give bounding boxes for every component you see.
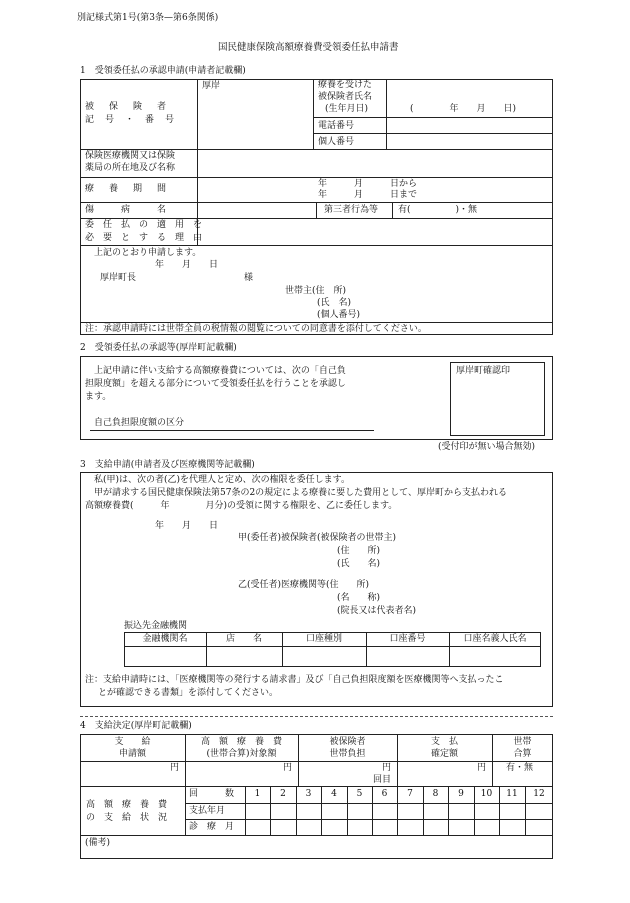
section-2-heading: 2 受領委任払の承認等(厚岸町記載欄) bbox=[80, 343, 237, 353]
count-number: 8 bbox=[432, 789, 439, 799]
insurer-label: 被 保 険 者 bbox=[85, 102, 170, 112]
injury-label: 傷 病 名 bbox=[85, 205, 167, 215]
addressee: 厚岸町長 bbox=[100, 273, 137, 283]
third-party-label: 第三者行為等 bbox=[324, 205, 379, 215]
section-separator bbox=[80, 716, 553, 717]
bank-type-input[interactable] bbox=[283, 647, 365, 666]
bank-col-number: 口座番号 bbox=[389, 634, 426, 644]
section-3-note-2: とが確認できる書類」を添付してください。 bbox=[98, 688, 279, 698]
count-number: 7 bbox=[407, 789, 413, 799]
count-number: 2 bbox=[280, 789, 286, 799]
bank-branch-input[interactable] bbox=[207, 647, 281, 666]
phone-label: 電話番号 bbox=[318, 121, 355, 131]
insurer-label-2: 記 号 ・ 番 号 bbox=[85, 115, 176, 125]
col-household-header-2: 合算 bbox=[513, 749, 532, 759]
remarks-input[interactable] bbox=[81, 850, 552, 858]
count-number: 9 bbox=[458, 789, 464, 799]
facility-label-2: 薬局の所在地及び名称 bbox=[85, 163, 176, 173]
target-yen[interactable]: 円 bbox=[283, 763, 293, 773]
principal-label: 甲(委任者)被保険者(被保険者の世帯主) bbox=[238, 533, 397, 543]
head-mynumber[interactable]: (個人番号) bbox=[317, 310, 361, 320]
third-party-field[interactable]: 有( )・無 bbox=[398, 205, 478, 215]
count-number: 11 bbox=[506, 789, 518, 799]
count-number: 4 bbox=[331, 789, 337, 799]
reason-label-2: 必 要 と す る 理 由 bbox=[85, 233, 203, 243]
bank-col-holder: 口座名義人氏名 bbox=[463, 634, 527, 644]
status-label-2: の 支 給 状 況 bbox=[86, 813, 168, 823]
period-to-field[interactable]: 年 月 日まで bbox=[318, 190, 418, 200]
col-claim-header-2: 申請額 bbox=[118, 749, 146, 759]
dob-field[interactable]: ( 年 月 日) bbox=[410, 104, 517, 114]
col-claim-header: 支 給 bbox=[114, 737, 151, 747]
patient-label-2: 被保険者氏名 bbox=[318, 92, 373, 102]
bank-col-name: 金融機関名 bbox=[142, 634, 188, 644]
bank-col-type: 口座種別 bbox=[305, 634, 342, 644]
head-name[interactable]: (氏 名) bbox=[317, 298, 352, 308]
claim-yen[interactable]: 円 bbox=[170, 763, 180, 773]
count-number: 6 bbox=[381, 789, 388, 799]
principal-name[interactable]: (氏 名) bbox=[337, 559, 381, 569]
application-date[interactable]: 年 月 日 bbox=[155, 260, 219, 270]
bank-holder-input[interactable] bbox=[450, 647, 540, 666]
patient-label: 療養を受けた bbox=[318, 80, 373, 90]
remarks-label: (備考) bbox=[85, 838, 111, 848]
count-number: 12 bbox=[533, 789, 545, 799]
head-address[interactable]: 世帯主(住 所) bbox=[285, 286, 347, 296]
declaration-text: 上記のとおり申請します。 bbox=[94, 248, 202, 258]
agent-name[interactable]: (名 称) bbox=[337, 593, 381, 603]
col-burden-header: 被保険者 bbox=[329, 737, 366, 747]
col-confirmed-header-2: 確定額 bbox=[430, 749, 458, 759]
section-1-note: 注：承認申請時には世帯全員の税情報の閲覧についての同意書を添付してください。 bbox=[85, 324, 427, 334]
approval-text-2: 担限度額」を超える部分について受領委任払を行うことを承認し bbox=[85, 379, 346, 389]
period-from-field[interactable]: 年 月 日から bbox=[318, 179, 418, 189]
section-1-heading: 1 受領委任払の承認申請(申請者記載欄) bbox=[80, 66, 246, 76]
count-number: 1 bbox=[254, 789, 261, 799]
limit-label: 自己負担限度額の区分 bbox=[94, 418, 185, 428]
col-household-header: 世帯 bbox=[513, 737, 532, 747]
insurer-number-field[interactable]: 厚岸 bbox=[202, 81, 221, 91]
delegation-date[interactable]: 年 月 日 bbox=[155, 521, 219, 531]
delegation-text-3: 高額療養費( 年 月分)の受領に関する権限を、乙に委任します。 bbox=[85, 501, 398, 511]
count-number: 3 bbox=[305, 789, 312, 799]
section-3-note-1: 注：支給申請時には、「医療機関等の発行する請求書」及び「自己負担限度額を医療機関等へ支払ったこ bbox=[85, 675, 504, 685]
col-target-header-2: (世帯合算)対象額 bbox=[206, 749, 277, 759]
bank-col-branch: 店 名 bbox=[225, 634, 262, 644]
bank-name-input[interactable] bbox=[125, 647, 205, 666]
principal-address[interactable]: (住 所) bbox=[337, 546, 381, 556]
reason-label: 委 任 払 の 適 用 を bbox=[85, 220, 203, 230]
bank-number-input[interactable] bbox=[367, 647, 448, 666]
limit-input-line[interactable] bbox=[90, 430, 374, 431]
facility-label: 保険医療機関又は保険 bbox=[85, 151, 176, 161]
delegation-text-1: 私(甲)は、次の者(乙)を代理人と定め、次の権限を委任します。 bbox=[94, 475, 350, 485]
stamp-note: (受付印が無い場合無効) bbox=[438, 442, 536, 452]
household-yes-no[interactable]: 有・無 bbox=[506, 763, 534, 773]
patient-label-3: (生年月日) bbox=[325, 104, 369, 114]
burden-times[interactable]: 回目 bbox=[373, 775, 392, 785]
col-confirmed-header: 支 払 bbox=[430, 737, 458, 747]
agent-label: 乙(受任者)医療機関等(住 所) bbox=[238, 580, 370, 590]
bank-heading: 振込先金融機関 bbox=[124, 621, 188, 631]
burden-yen[interactable]: 円 bbox=[382, 763, 392, 773]
mynumber-label: 個人番号 bbox=[318, 137, 355, 147]
period-label: 療 養 期 間 bbox=[85, 184, 170, 194]
stamp-label: 厚岸町確認印 bbox=[456, 366, 511, 376]
approval-text-3: ます。 bbox=[85, 392, 112, 402]
status-label: 高 額 療 養 費 bbox=[86, 800, 168, 810]
count-number: 10 bbox=[480, 789, 493, 799]
form-reference: 別記様式第1号(第3条—第6条関係) bbox=[77, 13, 219, 23]
pay-month-label: 支払年月 bbox=[189, 806, 226, 816]
col-target-header: 高 額 療 養 費 bbox=[200, 737, 282, 747]
section-4-heading: 4 支給決定(厚岸町記載欄) bbox=[80, 721, 192, 731]
confirmed-yen[interactable]: 円 bbox=[477, 763, 487, 773]
agent-representative[interactable]: (院長又は代表者名) bbox=[337, 606, 417, 616]
section-3-heading: 3 支給申請(申請者及び医療機関等記載欄) bbox=[80, 460, 255, 470]
page-title: 国民健康保険高額療養費受領委任払申請書 bbox=[218, 42, 399, 53]
delegation-text-2: 甲が請求する国民健康保険法第57条の2の規定による療養に要した費用として、厚岸町から支払われる bbox=[94, 488, 508, 498]
count-number: 5 bbox=[356, 789, 363, 799]
count-label: 回 数 bbox=[189, 789, 235, 799]
addressee-honorific: 様 bbox=[244, 273, 254, 283]
approval-text-1: 上記申請に伴い支給する高額療養費については、次の「自己負 bbox=[94, 366, 346, 376]
col-burden-header-2: 世帯負担 bbox=[329, 749, 366, 759]
treat-month-label: 診 療 月 bbox=[189, 822, 235, 832]
